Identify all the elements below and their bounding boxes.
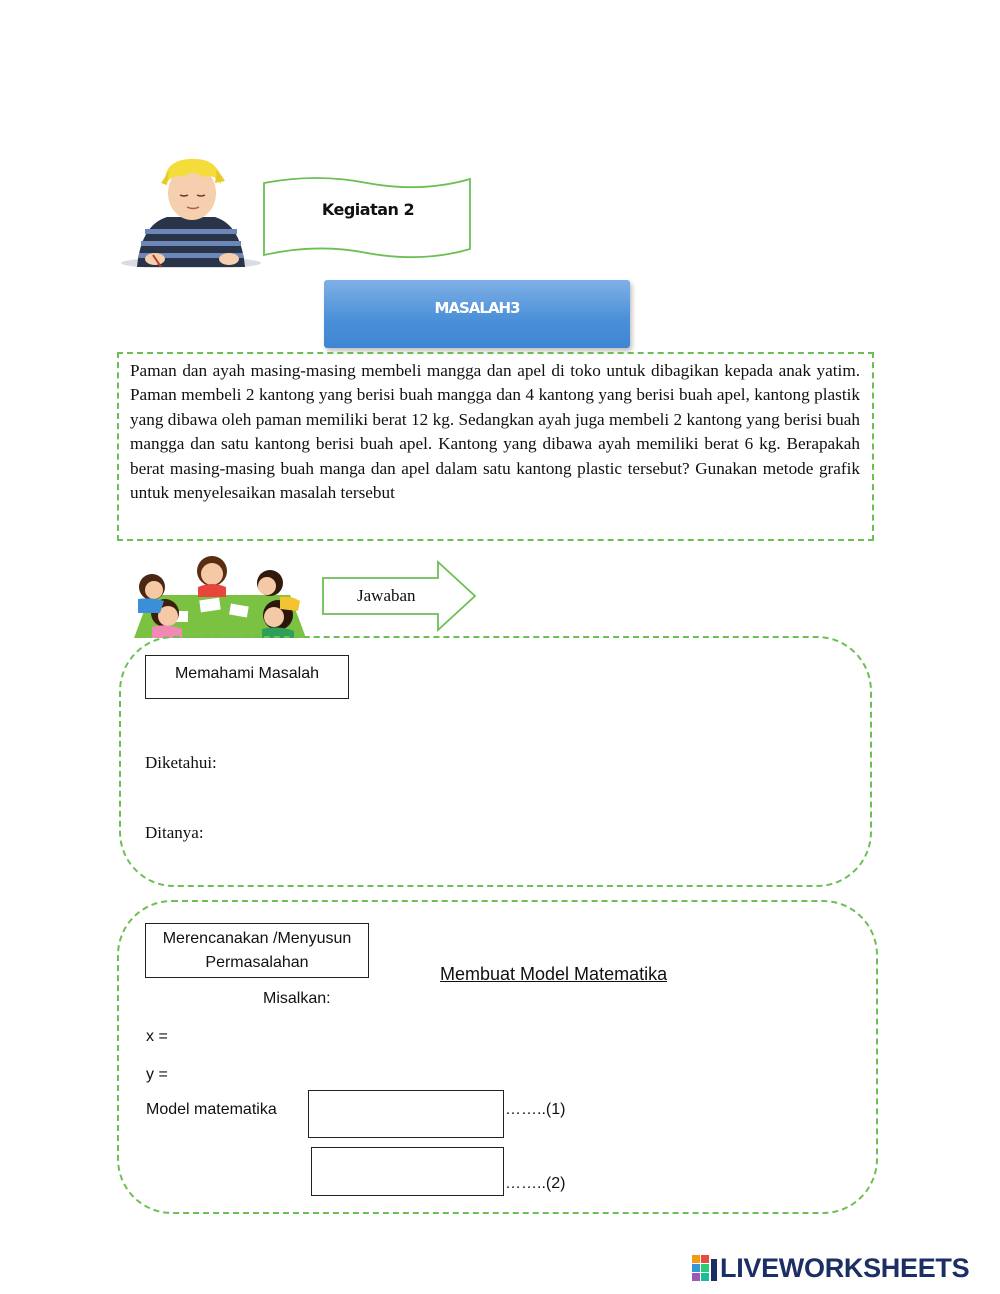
liveworksheets-icon: [692, 1255, 718, 1283]
y-label: y =: [146, 1066, 168, 1083]
kids-discussion-illustration: [130, 553, 306, 638]
equation-1-input[interactable]: [308, 1090, 504, 1138]
problem-label: MASALAH3: [434, 299, 520, 317]
known-label: Diketahui:: [145, 753, 217, 772]
brand-logo: [692, 1253, 969, 1284]
equation-2-input[interactable]: [311, 1147, 504, 1196]
understanding-title: Memahami Masalah: [145, 655, 349, 699]
let-label: Misalkan:: [263, 990, 331, 1007]
boy-writing-illustration: [117, 155, 265, 268]
answer-label: Jawaban: [357, 586, 416, 605]
brand-name: LIVEWORKSHEETS: [720, 1253, 970, 1283]
problem-text: Paman dan ayah masing-masing membeli mangga dan apel di toko untuk dibagikan kepada anak yatim. Paman membeli 2 kantong yang berisi buah mangga dan 4 kantong yang berisi buah apel, kantong plastik yang dibawa oleh paman memiliki berat 12 kg. Sedangkan ayah juga membeli 2 kantong yang berisi buah mangga dan satu kantong berisi buah apel. Kantong yang dibawa ayah memiliki berat 6 kg. Berapakah berat masing-masing buah manga dan apel dalam satu kantong plastic tersebut? Gunakan metode grafik untuk menyelesaikan masalah tersebut: [130, 361, 860, 503]
equation-2-suffix: ……..(2): [505, 1175, 566, 1192]
problem-label-box: [324, 280, 630, 348]
equation-1-suffix: ……..(1): [505, 1101, 566, 1118]
x-label: x =: [146, 1028, 168, 1045]
planning-title: Merencanakan /Menyusun Permasalahan: [145, 923, 369, 978]
model-label: Model matematika: [146, 1101, 277, 1118]
asked-label: Ditanya:: [145, 823, 204, 842]
activity-title: Kegiatan 2: [321, 200, 415, 219]
model-heading: Membuat Model Matematika: [440, 964, 668, 984]
